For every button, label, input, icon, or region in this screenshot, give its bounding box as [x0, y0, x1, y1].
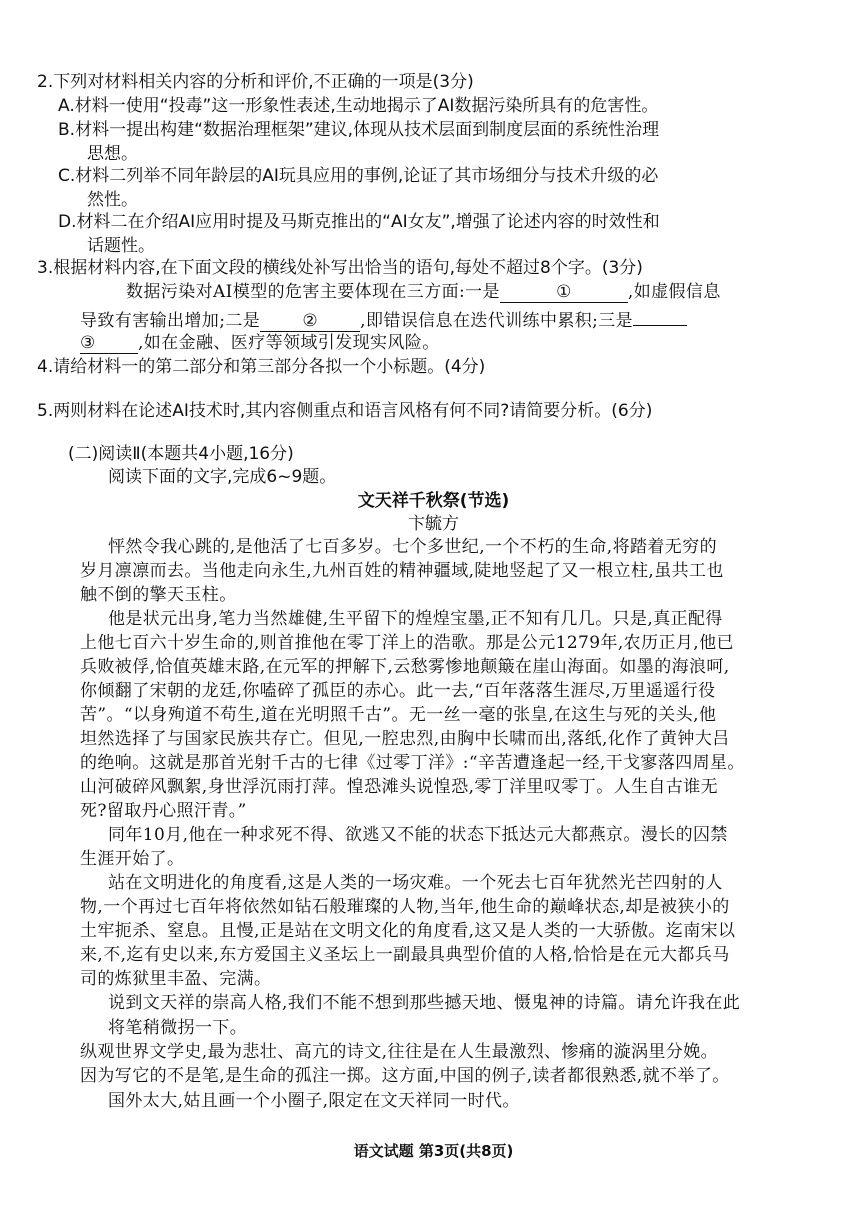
- option-a: A.材料一使用“投毒”这一形象性表述,生动地揭示了AI数据污染所具有的危害性。: [58, 96, 659, 116]
- passage-line: 因为写它的不是笔,是生命的孤注一掷。这方面,中国的例子,读者都很熟悉,就不举了。: [80, 1066, 730, 1086]
- passage-line: 国外太大,姑且画一个小圈子,限定在文天祥同一时代。: [108, 1091, 520, 1111]
- passage-line: 站在文明进化的角度看,这是人类的一场灾难。一个死去七百年犹然光芒四射的人: [108, 873, 723, 893]
- section-2-instruction: 阅读下面的文字,完成6~9题。: [108, 467, 337, 487]
- passage-line: 死?留取丹心照汗青。”: [80, 801, 247, 821]
- passage-author: 卞毓方: [408, 514, 459, 534]
- passage-title: 文天祥千秋祭(节选): [357, 491, 510, 511]
- q3-text-line2: [80, 306, 687, 333]
- q3-line1-suffix: ,如虚假信息: [627, 282, 721, 302]
- option-b-line1: B.材料一提出构建“数据治理框架”建议,体现从技术层面到制度层面的系统性治理: [58, 120, 660, 140]
- q3-blank-3[interactable]: ③: [80, 334, 138, 354]
- question-5-stem: 5.两则材料在论述AI技术时,其内容侧重点和语言风格有何不同?请简要分析。(6分): [37, 401, 653, 421]
- q3-blank-1[interactable]: ①: [500, 283, 628, 303]
- option-d-line1: D.材料二在介绍AI应用时提及马斯克推出的“AI女友”,增强了论述内容的时效性和: [58, 212, 660, 232]
- passage-line: 岁月凛凛而去。当他走向永生,九州百姓的精神疆域,陡地竖起了又一根立柱,虽共工也: [80, 561, 724, 581]
- q3-text-line3: [80, 331, 440, 355]
- passage-line: 生涯开始了。: [80, 849, 185, 869]
- passage-line: 的绝响。这就是那首光射千古的七律《过零丁洋》:“辛苦遭逢起一经,干戈寥落四周星。: [80, 753, 745, 773]
- question-3-stem: 3.根据材料内容,在下面文段的横线处补写出恰当的语句,每处不超过8个字。(3分): [37, 258, 643, 278]
- passage-line: 你倾翻了宋朝的龙廷,你嗑碎了孤臣的赤心。此一去,“百年落落生涯尽,万里遥遥行役: [80, 681, 716, 701]
- passage-line: 山河破碎风飘絮,身世浮沉雨打萍。惶恐滩头说惶恐,零丁洋里叹零丁。人生自古谁无: [80, 777, 719, 797]
- q3-line1-prefix: 数据污染对AI模型的危害主要体现在三方面:一是: [126, 282, 500, 302]
- page-footer: 语文试题 第3页(共8页): [353, 1142, 514, 1160]
- q3-blank-3-start[interactable]: [633, 306, 687, 326]
- q3-line2-prefix: 导致有害输出增加;二是: [80, 311, 261, 331]
- passage-line: 同年10月,他在一种求死不得、欲逃又不能的状态下抵达元大都燕京。漫长的囚禁: [108, 825, 728, 845]
- passage-line: 土牢扼杀、窒息。且慢,正是站在文明文化的角度看,这又是人类的一大骄傲。迄南宋以: [80, 921, 736, 941]
- passage-line: 苦”。“以身殉道不苟生,道在光明照千古”。无一丝一毫的张皇,在这生与死的关头,他: [80, 705, 717, 725]
- passage-line: 他是状元出身,笔力当然雄健,生平留下的煌煌宝墨,正不知有几几。只是,真正配得: [108, 609, 723, 629]
- option-c-line2: 然性。: [87, 190, 138, 210]
- passage-line: 说到文天祥的崇高人格,我们不能不想到那些撼天地、慑鬼神的诗篇。请允许我在此: [108, 993, 741, 1013]
- option-b-line2: 思想。: [87, 144, 138, 164]
- section-2-heading: (二)阅读Ⅱ(本题共4小题,16分): [68, 444, 294, 464]
- passage-line: 将笔稍微拐一下。: [108, 1018, 248, 1038]
- passage-line: 司的炼狱里丰盈、完满。: [80, 969, 272, 989]
- option-d-line2: 话题性。: [87, 236, 155, 256]
- q3-text-line1: [126, 280, 721, 304]
- passage-line: 来,不,迄有史以来,东方爱国主义圣坛上一副最具典型价值的人格,恰恰是在元大都兵马: [80, 945, 730, 965]
- passage-line: 上他七百六十岁生命的,则首推他在零丁洋上的浩歌。那是公元1279年,农历正月,他已: [80, 633, 734, 653]
- option-c-line1: C.材料二列举不同年龄层的AI玩具应用的事例,论证了其市场细分与技术升级的必: [58, 166, 659, 186]
- passage-line: 坦然选择了与国家民族共存亡。但见,一腔忠烈,由胸中长啸而出,落纸,化作了黄钟大吕: [80, 729, 730, 749]
- passage-line: 兵败被俘,恰值英雄末路,在元军的押解下,云愁雾惨地颠簸在崖山海面。如墨的海浪呵,: [80, 657, 730, 677]
- q3-line3-suffix: ,如在金融、医疗等领域引发现实风险。: [138, 333, 440, 353]
- question-4-stem: 4.请给材料一的第二部分和第三部分各拟一个小标题。(4分): [37, 357, 486, 377]
- passage-line: 物,一个再过七百年将依然如钻石般璀璨的人物,当年,他生命的巅峰状态,却是被狭小的: [80, 897, 730, 917]
- passage-line: 触不倒的擎天玉柱。: [80, 585, 237, 605]
- passage-line: 怦然令我心跳的,是他活了七百多岁。七个多世纪,一个不朽的生命,将踏着无穷的: [108, 537, 718, 557]
- passage-line: 纵观世界文学史,最为悲壮、高亢的诗文,往往是在人生最激烈、惨痛的漩涡里分娩。: [80, 1042, 719, 1062]
- q3-line2-suffix: ,即错误信息在迭代训练中累积;三是: [360, 311, 634, 331]
- q3-blank-2[interactable]: ②: [260, 312, 360, 332]
- question-2-stem: 2.下列对材料相关内容的分析和评价,不正确的一项是(3分): [37, 72, 474, 92]
